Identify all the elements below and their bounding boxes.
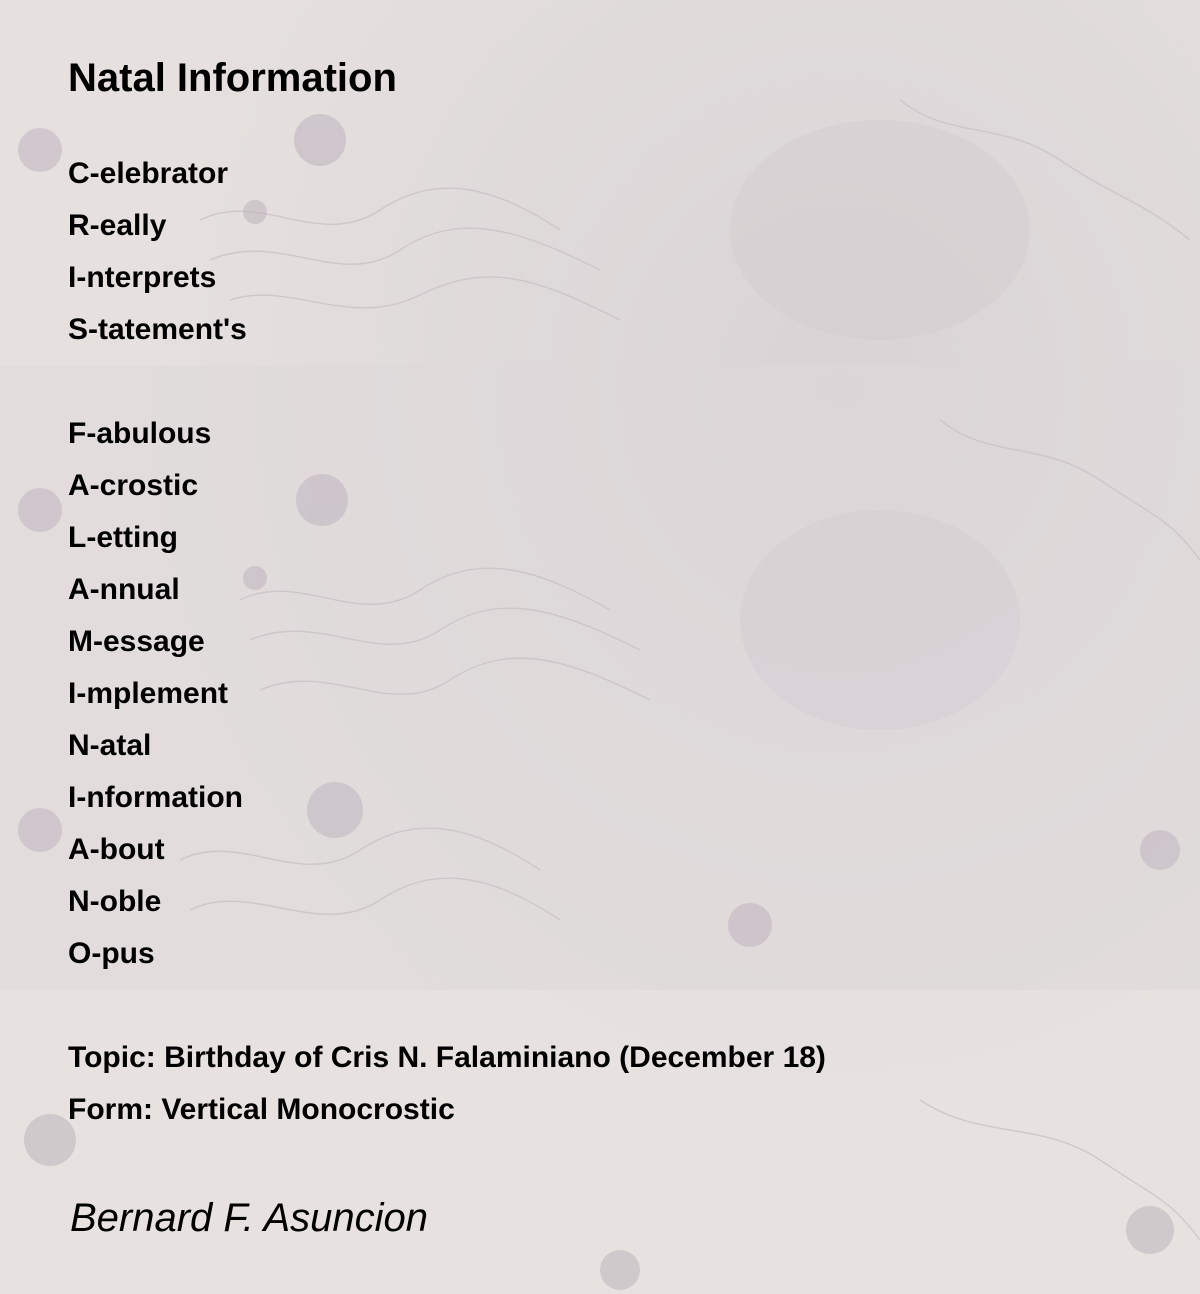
poem-line: S-tatement's: [68, 313, 247, 346]
poem-author: Bernard F. Asuncion: [70, 1196, 428, 1240]
poem-topic-note: Topic: Birthday of Cris N. Falaminiano (December 18): [68, 1041, 826, 1074]
poem-line: F-abulous: [68, 417, 212, 450]
poem-line: A-bout: [68, 833, 165, 866]
poem-line: A-crostic: [68, 469, 199, 502]
poem-line: O-pus: [68, 937, 155, 970]
poem-line: R-eally: [68, 209, 167, 242]
poem-line: A-nnual: [68, 573, 180, 606]
poem-title: Natal Information: [68, 56, 397, 100]
poem-line: I-nterprets: [68, 261, 217, 294]
poem-line: N-atal: [68, 729, 152, 762]
poem-line: C-elebrator: [68, 157, 229, 190]
poem-line: L-etting: [68, 521, 178, 554]
poem-line: M-essage: [68, 625, 205, 658]
poem-line: N-oble: [68, 885, 162, 918]
poem-form-note: Form: Vertical Monocrostic: [68, 1093, 455, 1126]
poem-line: I-mplement: [68, 677, 229, 710]
poem-line: I-nformation: [68, 781, 243, 814]
